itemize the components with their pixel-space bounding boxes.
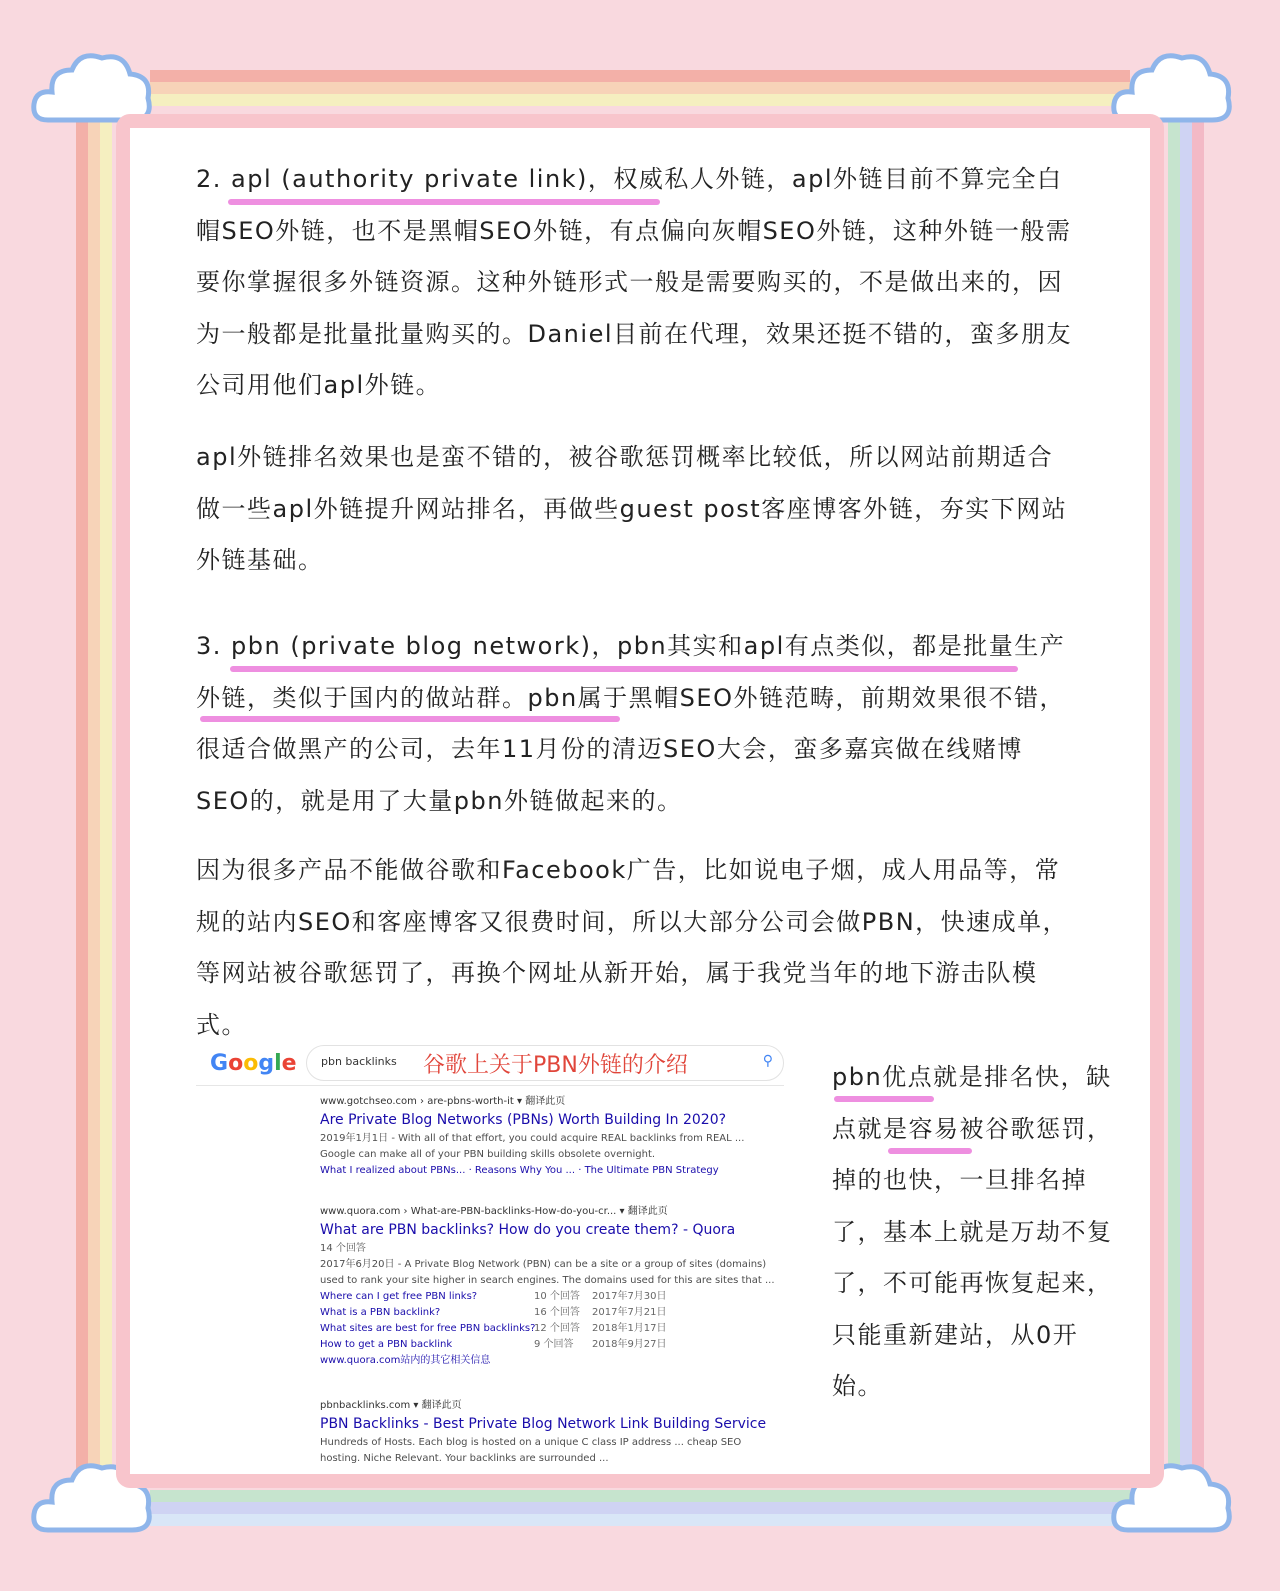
frame-stripe-top-1 [150,70,1130,82]
paragraph-pbn: 3. pbn (private blog network)，pbn其实和apl有点类似，都是批量生产外链，类似于国内的做站群。pbn属于黑帽SEO外链范畴，前期效果很不错，很适合做黑产的公司，去年11月份的清迈SEO大会，蛮多嘉宾做在线赌博SEO的，就是用了大量pbn外链做起来的。 [196,632,1066,815]
search-icon[interactable]: ⚲ [762,1053,773,1069]
result-title[interactable]: Are Private Blog Networks (PBNs) Worth Building In 2020? [320,1112,727,1128]
paragraph-pbn-usage: 因为很多产品不能做谷歌和Facebook广告，比如说电子烟，成人用品等，常规的站内SEO和客座博客又很费时间，所以大部分公司会做PBN，快速成单，等网站被谷歌惩罚了，再换个网址从新开始，属于我党当年的地下游击队模式。 [196,856,1069,1039]
frame-stripe-bottom-1 [150,1490,1130,1502]
related-question[interactable]: What is a PBN backlink? 16 个回答 2017年7月21日 [320,1307,667,1318]
search-input[interactable] [306,1045,784,1081]
result-meta: 14 个回答 [320,1243,366,1254]
related-question[interactable]: How to get a PBN backlink 9 个回答 2018年9月27日 [320,1339,667,1350]
search-result [320,1205,780,1369]
frame-stripe-left-1 [76,120,88,1500]
frame-stripe-right-3 [1192,120,1204,1500]
result-snippet: 2019年1月1日 - With all of that effort, you could acquire REAL backlinks from REAL ... Google can make all of your PBN building skills obsolete overnight. [320,1133,745,1160]
google-logo: Google [210,1051,297,1076]
related-question[interactable]: Where can I get free PBN links? 10 个回答 2017年7月30日 [320,1291,667,1302]
more-results-link[interactable]: www.quora.com站内的其它相关信息 [320,1355,491,1366]
frame-stripe-bottom-2 [150,1502,1130,1514]
divider [196,1085,784,1086]
result-snippet: Hundreds of Hosts. Each blog is hosted on a unique C class IP address ... cheap SEO hosting. Niche Relevant. Your backlinks are surrounded ... [320,1437,742,1464]
paragraph-apl-effect: apl外链排名效果也是蛮不错的，被谷歌惩罚概率比较低，所以网站前期适合做一些apl外链提升网站排名，再做些guest post客座博客外链，夯实下网站外链基础。 [196,443,1068,574]
result-title[interactable]: PBN Backlinks - Best Private Blog Network Link Building Service [320,1416,767,1432]
result-sitelinks[interactable]: What I realized about PBNs... · Reasons Why You ... · The Ultimate PBN Strategy [320,1165,719,1176]
paragraph-apl: 2. apl (authority private link)，权威私人外链，apl外链目前不算完全白帽SEO外链，也不是黑帽SEO外链，有点偏向灰帽SEO外链，这种外链一般需要你掌握很多外链资源。这种外链形式一般是需要购买的，不是做出来的，因为一般都是批量批量购买的。Daniel目前在代理，效果还挺不错的，蛮多朋友公司用他们apl外链。 [196,165,1072,399]
frame-stripe-left-3 [100,120,112,1500]
result-url[interactable]: www.quora.com › What-are-PBN-backlinks-How-do-you-cr... ▾ 翻译此页 [320,1206,668,1217]
frame-stripe-top-3 [150,94,1130,106]
frame-stripe-top-2 [150,82,1130,94]
frame-stripe-right-2 [1180,120,1192,1500]
search-result [320,1399,780,1467]
annotation-text: 谷歌上关于PBN外链的介绍 [423,1053,688,1078]
search-query: pbn backlinks [321,1055,397,1068]
result-snippet: 2017年6月20日 - A Private Blog Network (PBN) can be a site or a group of sites (domains) used to rank your site higher in search engines. The domains used for this are sites that ... [320,1259,775,1286]
result-url[interactable]: www.gotchseo.com › are-pbns-worth-it ▾ 翻译此页 [320,1096,566,1107]
related-question[interactable]: What sites are best for free PBN backlinks? 12 个回答 2018年1月17日 [320,1323,667,1334]
result-title[interactable]: What are PBN backlinks? How do you create them? - Quora [320,1222,736,1238]
google-search-screenshot [196,1043,784,1473]
frame-stripe-right-1 [1168,120,1180,1500]
paragraph-pbn-pros-cons: pbn优点就是排名快，缺点就是容易被谷歌惩罚，掉的也快，一旦排名掉了，基本上就是万劫不复了，不可能再恢复起来，只能重新建站，从0开始。 [832,1063,1113,1400]
search-result [320,1095,780,1179]
result-url[interactable]: pbnbacklinks.com ▾ 翻译此页 [320,1400,462,1411]
frame-stripe-bottom-3 [150,1514,1130,1526]
frame-stripe-left-2 [88,120,100,1500]
